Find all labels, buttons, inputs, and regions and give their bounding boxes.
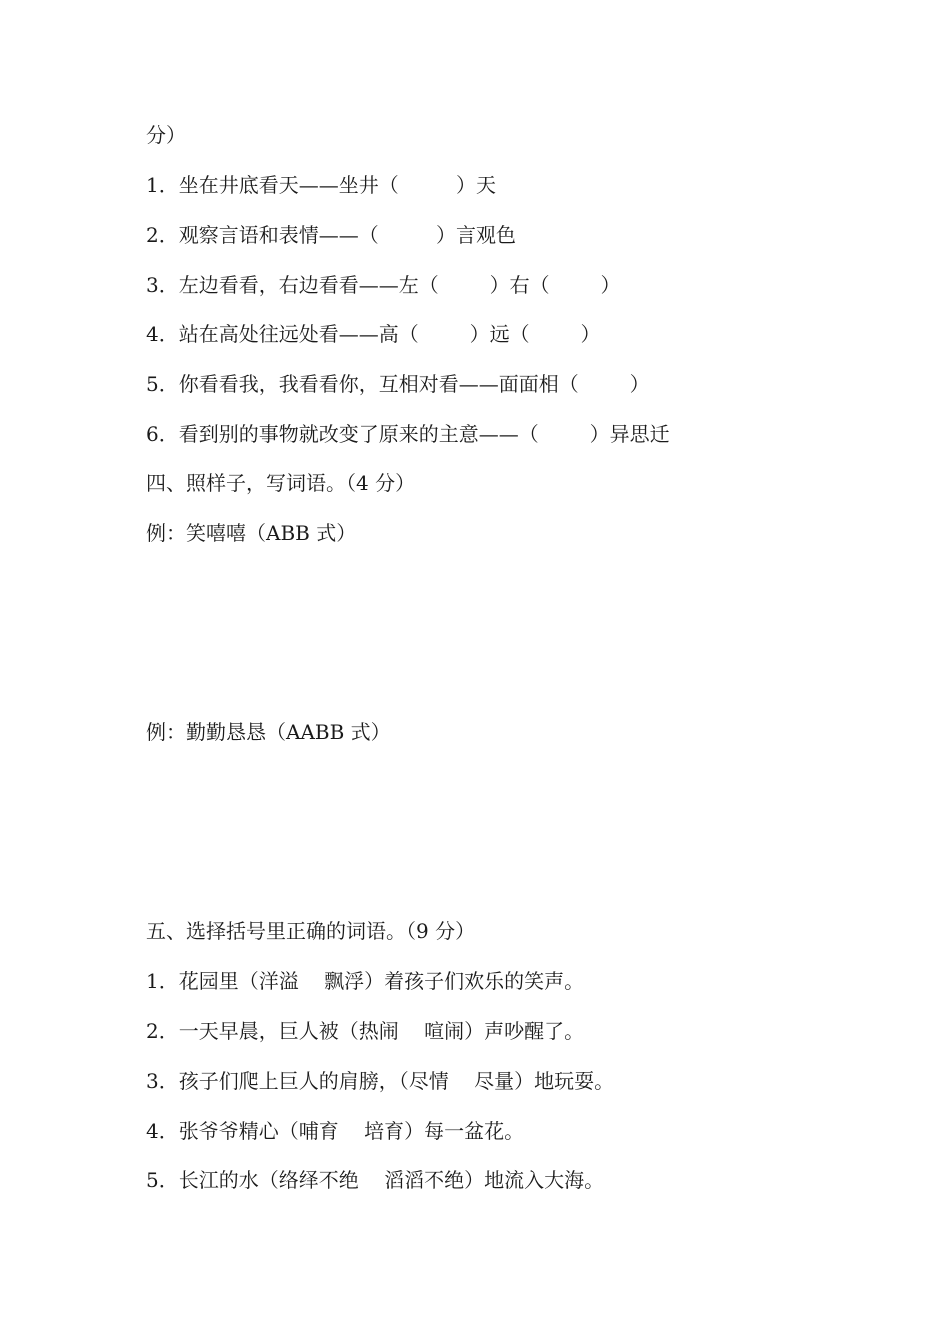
section-4-example-abb: 例：笑嘻嘻（ABB 式） xyxy=(146,521,357,545)
section-5-item-2: 2．一天早晨，巨人被（热闹 喧闹）声吵醒了。 xyxy=(146,1019,585,1043)
section-4-example-aabb: 例：勤勤恳恳（AABB 式） xyxy=(146,720,391,744)
question-3-item-2: 2．观察言语和表情——（ ）言观色 xyxy=(146,223,516,247)
section-5-item-5: 5．长江的水（络绎不绝 滔滔不绝）地流入大海。 xyxy=(146,1168,605,1192)
question-3-item-3: 3．左边看看，右边看看——左（ ）右（ ） xyxy=(146,273,621,297)
section-5-item-3: 3．孩子们爬上巨人的肩膀，（尽情 尽量）地玩耍。 xyxy=(146,1069,615,1093)
section-5-heading: 五、选择括号里正确的词语。（9 分） xyxy=(146,919,476,943)
section-5-item-1: 1．花园里（洋溢 飘浮）着孩子们欢乐的笑声。 xyxy=(146,969,585,993)
question-3-item-4: 4．站在高处往远处看——高（ ）远（ ） xyxy=(146,322,601,346)
question-3-item-6: 6．看到别的事物就改变了原来的主意——（ ）异思迁 xyxy=(146,422,670,446)
section-5-item-4: 4．张爷爷精心（哺育 培育）每一盆花。 xyxy=(146,1119,525,1143)
question-3-item-5: 5．你看看我，我看看你，互相对看——面面相（ ） xyxy=(146,372,650,396)
question-3-item-1: 1．坐在井底看天——坐井（ ）天 xyxy=(146,173,496,197)
text-line-continuation: 分） xyxy=(146,123,186,147)
section-4-heading: 四、照样子，写词语。（4 分） xyxy=(146,471,416,495)
